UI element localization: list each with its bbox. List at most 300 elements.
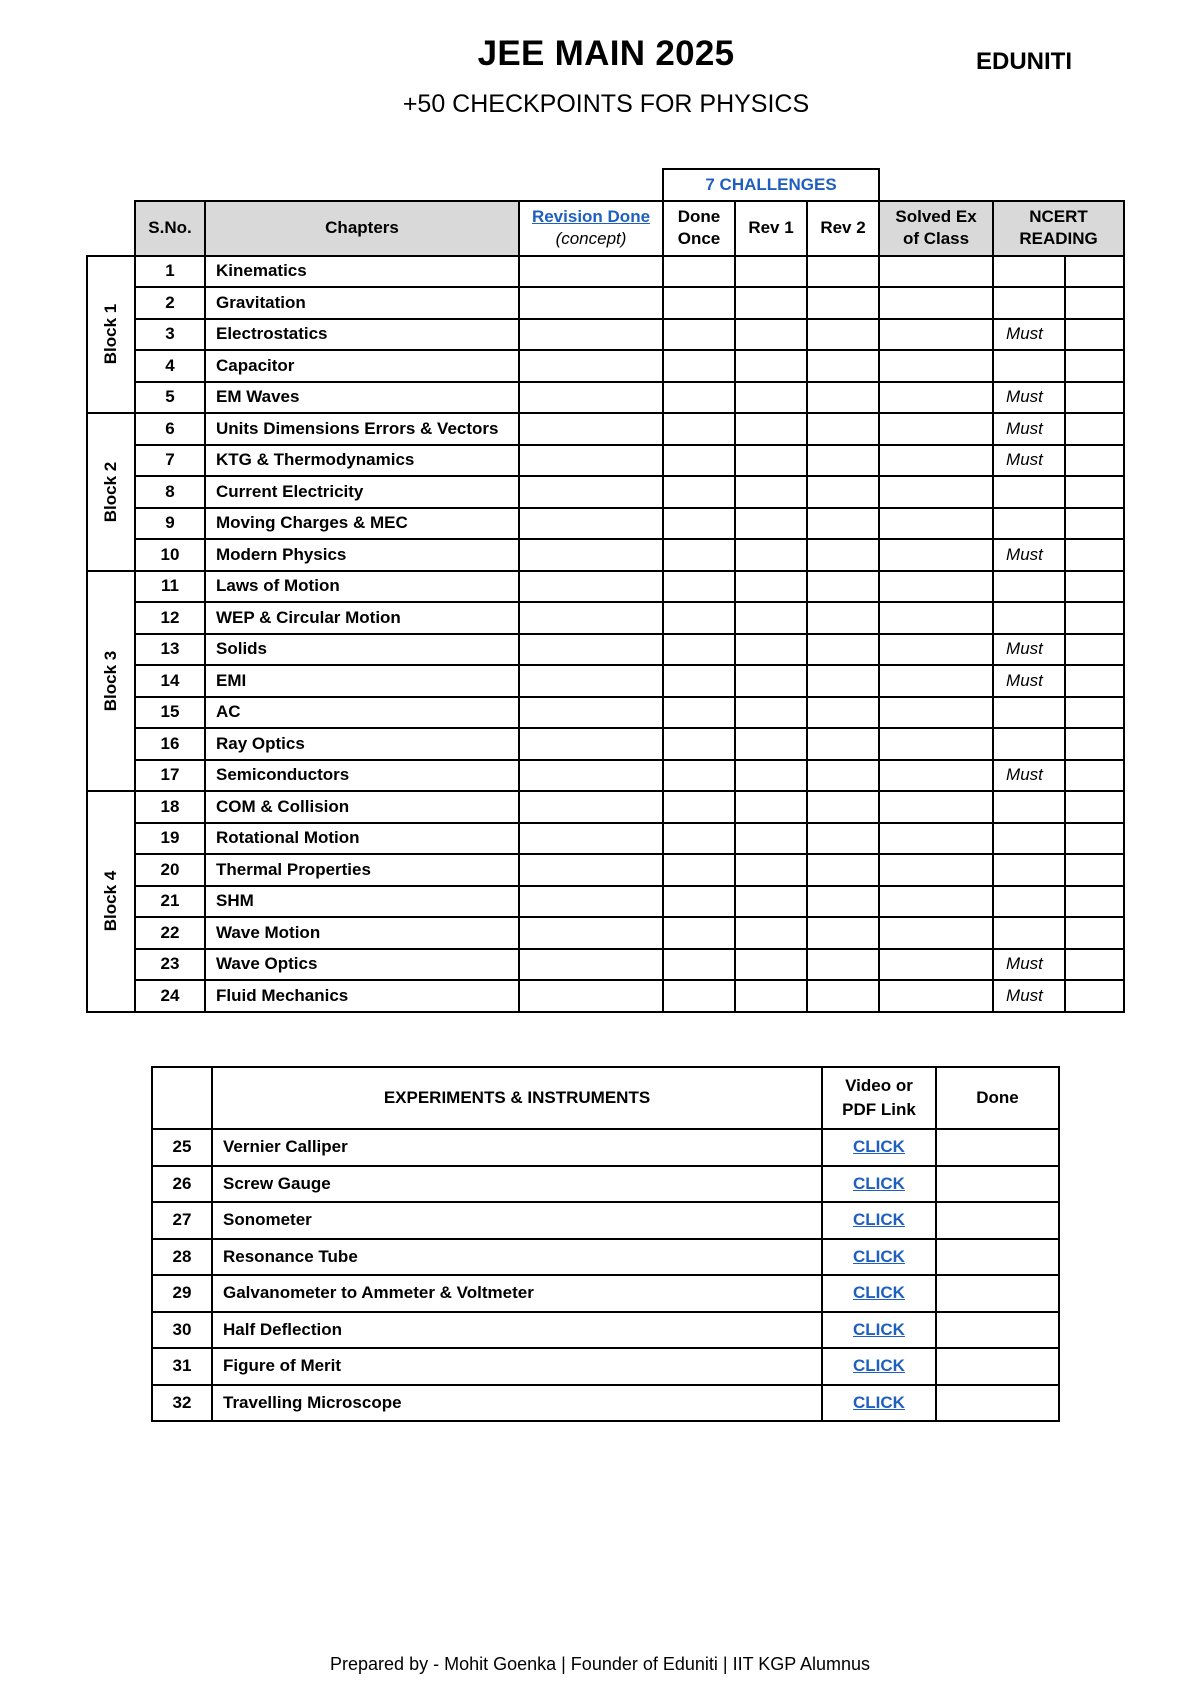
ncert-check-cell[interactable] [1065, 760, 1124, 792]
row-sno: 15 [135, 697, 205, 729]
rev1-cell[interactable] [735, 508, 807, 540]
solved-cell[interactable] [879, 760, 993, 792]
done-cell[interactable] [936, 1348, 1059, 1385]
rev2-cell[interactable] [807, 413, 879, 445]
ncert-check-cell[interactable] [1065, 949, 1124, 981]
rev1-cell[interactable] [735, 665, 807, 697]
solved-cell[interactable] [879, 571, 993, 603]
solved-cell[interactable] [879, 508, 993, 540]
done-once-cell[interactable] [663, 760, 735, 792]
done-cell[interactable] [936, 1166, 1059, 1203]
row-chapter: Capacitor [205, 350, 519, 382]
revision-cell[interactable] [519, 917, 663, 949]
block-cell [87, 791, 135, 1012]
solved-cell[interactable] [879, 665, 993, 697]
experiments-header-row [152, 1067, 1059, 1129]
row-chapter: Gravitation [205, 287, 519, 319]
solved-cell[interactable] [879, 476, 993, 508]
revision-cell[interactable] [519, 382, 663, 414]
click-link[interactable]: CLICK [822, 1348, 936, 1385]
ncert-cell: Must [993, 382, 1065, 414]
rev1-cell[interactable] [735, 571, 807, 603]
ncert-cell: Must [993, 980, 1065, 1012]
table-row [152, 1129, 1059, 1166]
rev1-cell[interactable] [735, 287, 807, 319]
ncert-cell [993, 571, 1065, 603]
row-sno: 9 [135, 508, 205, 540]
row-sno: 26 [152, 1166, 212, 1203]
done-once-cell[interactable] [663, 413, 735, 445]
ncert-check-cell[interactable] [1065, 476, 1124, 508]
ncert-cell [993, 791, 1065, 823]
block-label: Block 1 [101, 304, 120, 365]
header-link: Video or PDF Link [822, 1067, 936, 1129]
table-row [87, 665, 1124, 697]
header-chapters: Chapters [205, 201, 519, 256]
solved-cell[interactable] [879, 634, 993, 666]
row-sno: 18 [135, 791, 205, 823]
solved-cell[interactable] [879, 728, 993, 760]
solved-cell[interactable] [879, 413, 993, 445]
done-once-cell[interactable] [663, 445, 735, 477]
done-once-cell[interactable] [663, 476, 735, 508]
ncert-cell [993, 886, 1065, 918]
rev1-cell[interactable] [735, 791, 807, 823]
rev2-cell[interactable] [807, 980, 879, 1012]
row-chapter: Wave Optics [205, 949, 519, 981]
solved-cell[interactable] [879, 854, 993, 886]
revision-cell[interactable] [519, 980, 663, 1012]
row-chapter: Modern Physics [205, 539, 519, 571]
rev2-cell[interactable] [807, 791, 879, 823]
table-row [87, 697, 1124, 729]
table-row [87, 886, 1124, 918]
done-once-cell[interactable] [663, 571, 735, 603]
row-chapter: Current Electricity [205, 476, 519, 508]
revision-cell[interactable] [519, 854, 663, 886]
done-once-cell[interactable] [663, 949, 735, 981]
done-once-cell[interactable] [663, 980, 735, 1012]
revision-cell[interactable] [519, 602, 663, 634]
rev1-cell[interactable] [735, 760, 807, 792]
ncert-cell: Must [993, 319, 1065, 351]
click-link[interactable]: CLICK [822, 1312, 936, 1349]
rev1-cell[interactable] [735, 917, 807, 949]
table-row [87, 823, 1124, 855]
header-done: Done [936, 1067, 1059, 1129]
row-sno: 24 [135, 980, 205, 1012]
row-sno: 32 [152, 1385, 212, 1422]
table-row [87, 854, 1124, 886]
row-sno: 22 [135, 917, 205, 949]
row-sno: 27 [152, 1202, 212, 1239]
solved-cell[interactable] [879, 602, 993, 634]
row-sno: 16 [135, 728, 205, 760]
done-once-cell[interactable] [663, 791, 735, 823]
row-chapter: SHM [205, 886, 519, 918]
revision-cell[interactable] [519, 413, 663, 445]
table-row [87, 382, 1124, 414]
block-cell [87, 413, 135, 571]
ncert-cell [993, 350, 1065, 382]
solved-cell[interactable] [879, 350, 993, 382]
rev1-cell[interactable] [735, 539, 807, 571]
ncert-cell [993, 287, 1065, 319]
revision-sub: (concept) [555, 229, 627, 248]
page-subtitle: +50 CHECKPOINTS FOR PHYSICS [402, 90, 810, 118]
done-cell[interactable] [936, 1312, 1059, 1349]
row-sno: 30 [152, 1312, 212, 1349]
click-link[interactable]: CLICK [822, 1385, 936, 1422]
solved-cell[interactable] [879, 917, 993, 949]
revision-cell[interactable] [519, 508, 663, 540]
table-row [87, 319, 1124, 351]
solved-cell[interactable] [879, 949, 993, 981]
rev1-cell[interactable] [735, 728, 807, 760]
rev2-cell[interactable] [807, 445, 879, 477]
rev1-cell[interactable] [735, 854, 807, 886]
solved-cell[interactable] [879, 256, 993, 288]
block-cell [87, 256, 135, 414]
rev2-cell[interactable] [807, 728, 879, 760]
solved-cell[interactable] [879, 382, 993, 414]
row-sno: 1 [135, 256, 205, 288]
ncert-cell: Must [993, 445, 1065, 477]
revision-cell[interactable] [519, 760, 663, 792]
ncert-cell: Must [993, 539, 1065, 571]
ncert-cell [993, 728, 1065, 760]
header-sno: S.No. [135, 201, 205, 256]
row-sno: 4 [135, 350, 205, 382]
ncert-check-cell[interactable] [1065, 539, 1124, 571]
ncert-cell: Must [993, 760, 1065, 792]
done-cell[interactable] [936, 1202, 1059, 1239]
ncert-check-cell[interactable] [1065, 602, 1124, 634]
table-row [87, 728, 1124, 760]
table-row [87, 917, 1124, 949]
rev1-cell[interactable] [735, 256, 807, 288]
row-chapter: Kinematics [205, 256, 519, 288]
solved-cell[interactable] [879, 697, 993, 729]
row-sno: 2 [135, 287, 205, 319]
click-link[interactable]: CLICK [822, 1239, 936, 1276]
ncert-cell [993, 917, 1065, 949]
revision-cell[interactable] [519, 287, 663, 319]
row-sno: 19 [135, 823, 205, 855]
solved-cell[interactable] [879, 445, 993, 477]
row-sno: 10 [135, 539, 205, 571]
row-sno: 13 [135, 634, 205, 666]
rev2-cell[interactable] [807, 665, 879, 697]
rev1-cell[interactable] [735, 602, 807, 634]
done-once-cell[interactable] [663, 886, 735, 918]
row-experiment: Travelling Microscope [212, 1385, 822, 1422]
rev2-cell[interactable] [807, 382, 879, 414]
ncert-check-cell[interactable] [1065, 382, 1124, 414]
revision-cell[interactable] [519, 728, 663, 760]
table-header-row [87, 201, 1124, 256]
ncert-check-cell[interactable] [1065, 571, 1124, 603]
done-once-cell[interactable] [663, 602, 735, 634]
row-experiment: Half Deflection [212, 1312, 822, 1349]
ncert-cell: Must [993, 413, 1065, 445]
block-label: Block 2 [101, 461, 120, 522]
header-revision [519, 201, 663, 256]
block-cell [87, 571, 135, 792]
row-sno: 21 [135, 886, 205, 918]
row-sno: 8 [135, 476, 205, 508]
done-once-cell[interactable] [663, 697, 735, 729]
ncert-cell [993, 697, 1065, 729]
rev2-cell[interactable] [807, 760, 879, 792]
revision-cell[interactable] [519, 539, 663, 571]
solved-cell[interactable] [879, 319, 993, 351]
ncert-cell [993, 823, 1065, 855]
row-sno: 14 [135, 665, 205, 697]
row-sno: 29 [152, 1275, 212, 1312]
ncert-cell [993, 602, 1065, 634]
done-once-cell[interactable] [663, 319, 735, 351]
rev2-cell[interactable] [807, 571, 879, 603]
table-row [87, 760, 1124, 792]
rev2-cell[interactable] [807, 697, 879, 729]
click-link[interactable]: CLICK [822, 1166, 936, 1203]
revision-done-link[interactable]: Revision Done [531, 207, 651, 226]
table-row [87, 287, 1124, 319]
ncert-check-cell[interactable] [1065, 854, 1124, 886]
revision-cell[interactable] [519, 665, 663, 697]
table-row [152, 1385, 1059, 1422]
revision-cell[interactable] [519, 791, 663, 823]
done-once-cell[interactable] [663, 854, 735, 886]
done-once-cell[interactable] [663, 665, 735, 697]
rev2-cell[interactable] [807, 508, 879, 540]
table-row [87, 571, 1124, 603]
ncert-check-cell[interactable] [1065, 413, 1124, 445]
done-once-cell[interactable] [663, 287, 735, 319]
row-chapter: Electrostatics [205, 319, 519, 351]
table-row [87, 445, 1124, 477]
block-label: Block 3 [101, 650, 120, 711]
done-cell[interactable] [936, 1385, 1059, 1422]
row-experiment: Screw Gauge [212, 1166, 822, 1203]
solved-cell[interactable] [879, 287, 993, 319]
revision-cell[interactable] [519, 256, 663, 288]
row-chapter: Moving Charges & MEC [205, 508, 519, 540]
solved-cell[interactable] [879, 886, 993, 918]
ncert-cell [993, 854, 1065, 886]
ncert-check-cell[interactable] [1065, 917, 1124, 949]
row-chapter: AC [205, 697, 519, 729]
table-row [87, 508, 1124, 540]
rev1-cell[interactable] [735, 886, 807, 918]
done-once-cell[interactable] [663, 382, 735, 414]
click-link[interactable]: CLICK [822, 1129, 936, 1166]
table-row [152, 1239, 1059, 1276]
ncert-check-cell[interactable] [1065, 886, 1124, 918]
rev1-cell[interactable] [735, 413, 807, 445]
row-chapter: COM & Collision [205, 791, 519, 823]
rev2-cell[interactable] [807, 854, 879, 886]
revision-cell[interactable] [519, 571, 663, 603]
ncert-check-cell[interactable] [1065, 319, 1124, 351]
table-row [152, 1348, 1059, 1385]
table-row [87, 476, 1124, 508]
row-sno: 25 [152, 1129, 212, 1166]
rev1-cell[interactable] [735, 980, 807, 1012]
row-sno: 12 [135, 602, 205, 634]
challenges-header: 7 CHALLENGES [663, 169, 879, 201]
table-row [87, 980, 1124, 1012]
rev2-cell[interactable] [807, 917, 879, 949]
row-chapter: KTG & Thermodynamics [205, 445, 519, 477]
ncert-check-cell[interactable] [1065, 445, 1124, 477]
click-link[interactable]: CLICK [822, 1202, 936, 1239]
ncert-cell: Must [993, 634, 1065, 666]
table-row [152, 1202, 1059, 1239]
revision-cell[interactable] [519, 949, 663, 981]
rev2-cell[interactable] [807, 823, 879, 855]
rev2-cell[interactable] [807, 476, 879, 508]
ncert-cell [993, 508, 1065, 540]
ncert-check-cell[interactable] [1065, 665, 1124, 697]
done-cell[interactable] [936, 1129, 1059, 1166]
rev1-cell[interactable] [735, 350, 807, 382]
table-row [87, 350, 1124, 382]
rev1-cell[interactable] [735, 445, 807, 477]
solved-cell[interactable] [879, 980, 993, 1012]
revision-cell[interactable] [519, 886, 663, 918]
row-sno: 23 [135, 949, 205, 981]
row-experiment: Sonometer [212, 1202, 822, 1239]
rev2-cell[interactable] [807, 949, 879, 981]
ncert-check-cell[interactable] [1065, 980, 1124, 1012]
done-once-cell[interactable] [663, 917, 735, 949]
rev2-cell[interactable] [807, 634, 879, 666]
row-chapter: Fluid Mechanics [205, 980, 519, 1012]
revision-cell[interactable] [519, 634, 663, 666]
table-row [87, 539, 1124, 571]
table-row [87, 413, 1124, 445]
ncert-cell [993, 256, 1065, 288]
rev1-cell[interactable] [735, 382, 807, 414]
row-sno: 31 [152, 1348, 212, 1385]
ncert-check-cell[interactable] [1065, 791, 1124, 823]
row-chapter: Laws of Motion [205, 571, 519, 603]
row-sno: 5 [135, 382, 205, 414]
row-chapter: Units Dimensions Errors & Vectors [205, 413, 519, 445]
row-chapter: Wave Motion [205, 917, 519, 949]
row-experiment: Galvanometer to Ammeter & Voltmeter [212, 1275, 822, 1312]
ncert-check-cell[interactable] [1065, 256, 1124, 288]
done-once-cell[interactable] [663, 634, 735, 666]
done-once-cell[interactable] [663, 508, 735, 540]
table-row [87, 602, 1124, 634]
rev2-cell[interactable] [807, 350, 879, 382]
chapters-table [86, 168, 1125, 1013]
header-ncert: NCERT READING [993, 201, 1124, 256]
row-experiment: Figure of Merit [212, 1348, 822, 1385]
done-cell[interactable] [936, 1239, 1059, 1276]
block-label: Block 4 [101, 871, 120, 932]
done-once-cell[interactable] [663, 256, 735, 288]
row-sno: 20 [135, 854, 205, 886]
revision-cell[interactable] [519, 350, 663, 382]
revision-cell[interactable] [519, 697, 663, 729]
rev1-cell[interactable] [735, 476, 807, 508]
row-chapter: Rotational Motion [205, 823, 519, 855]
table-row [152, 1275, 1059, 1312]
row-sno: 17 [135, 760, 205, 792]
header-rev1: Rev 1 [735, 201, 807, 256]
rev2-cell[interactable] [807, 319, 879, 351]
ncert-check-cell[interactable] [1065, 508, 1124, 540]
row-experiment: Resonance Tube [212, 1239, 822, 1276]
revision-cell[interactable] [519, 823, 663, 855]
table-row [152, 1312, 1059, 1349]
solved-cell[interactable] [879, 791, 993, 823]
rev2-cell[interactable] [807, 539, 879, 571]
done-once-cell[interactable] [663, 539, 735, 571]
rev2-cell[interactable] [807, 886, 879, 918]
brand-label: EDUNITI [976, 48, 1072, 75]
rev2-cell[interactable] [807, 602, 879, 634]
row-experiment: Vernier Calliper [212, 1129, 822, 1166]
table-row [87, 949, 1124, 981]
ncert-cell: Must [993, 949, 1065, 981]
ncert-check-cell[interactable] [1065, 287, 1124, 319]
done-once-cell[interactable] [663, 728, 735, 760]
rev1-cell[interactable] [735, 823, 807, 855]
table-row [87, 634, 1124, 666]
solved-cell[interactable] [879, 823, 993, 855]
footer-credit: Prepared by - Mohit Goenka | Founder of Eduniti | IIT KGP Alumnus [330, 1654, 870, 1674]
table-row [87, 791, 1124, 823]
row-sno: 3 [135, 319, 205, 351]
ncert-check-cell[interactable] [1065, 634, 1124, 666]
ncert-check-cell[interactable] [1065, 350, 1124, 382]
revision-cell[interactable] [519, 476, 663, 508]
rev2-cell[interactable] [807, 287, 879, 319]
rev1-cell[interactable] [735, 697, 807, 729]
rev1-cell[interactable] [735, 634, 807, 666]
done-once-cell[interactable] [663, 350, 735, 382]
done-once-cell[interactable] [663, 823, 735, 855]
rev1-cell[interactable] [735, 319, 807, 351]
row-chapter: Semiconductors [205, 760, 519, 792]
table-row [152, 1166, 1059, 1203]
done-cell[interactable] [936, 1275, 1059, 1312]
revision-cell[interactable] [519, 445, 663, 477]
row-chapter: EMI [205, 665, 519, 697]
table-row [87, 256, 1124, 288]
header-solved: Solved Ex of Class [879, 201, 993, 256]
rev2-cell[interactable] [807, 256, 879, 288]
row-chapter: Solids [205, 634, 519, 666]
row-chapter: EM Waves [205, 382, 519, 414]
rev1-cell[interactable] [735, 949, 807, 981]
ncert-check-cell[interactable] [1065, 728, 1124, 760]
row-chapter: Thermal Properties [205, 854, 519, 886]
ncert-cell [993, 476, 1065, 508]
solved-cell[interactable] [879, 539, 993, 571]
click-link[interactable]: CLICK [822, 1275, 936, 1312]
row-sno: 6 [135, 413, 205, 445]
header-rev2: Rev 2 [807, 201, 879, 256]
ncert-check-cell[interactable] [1065, 697, 1124, 729]
ncert-check-cell[interactable] [1065, 823, 1124, 855]
revision-cell[interactable] [519, 319, 663, 351]
